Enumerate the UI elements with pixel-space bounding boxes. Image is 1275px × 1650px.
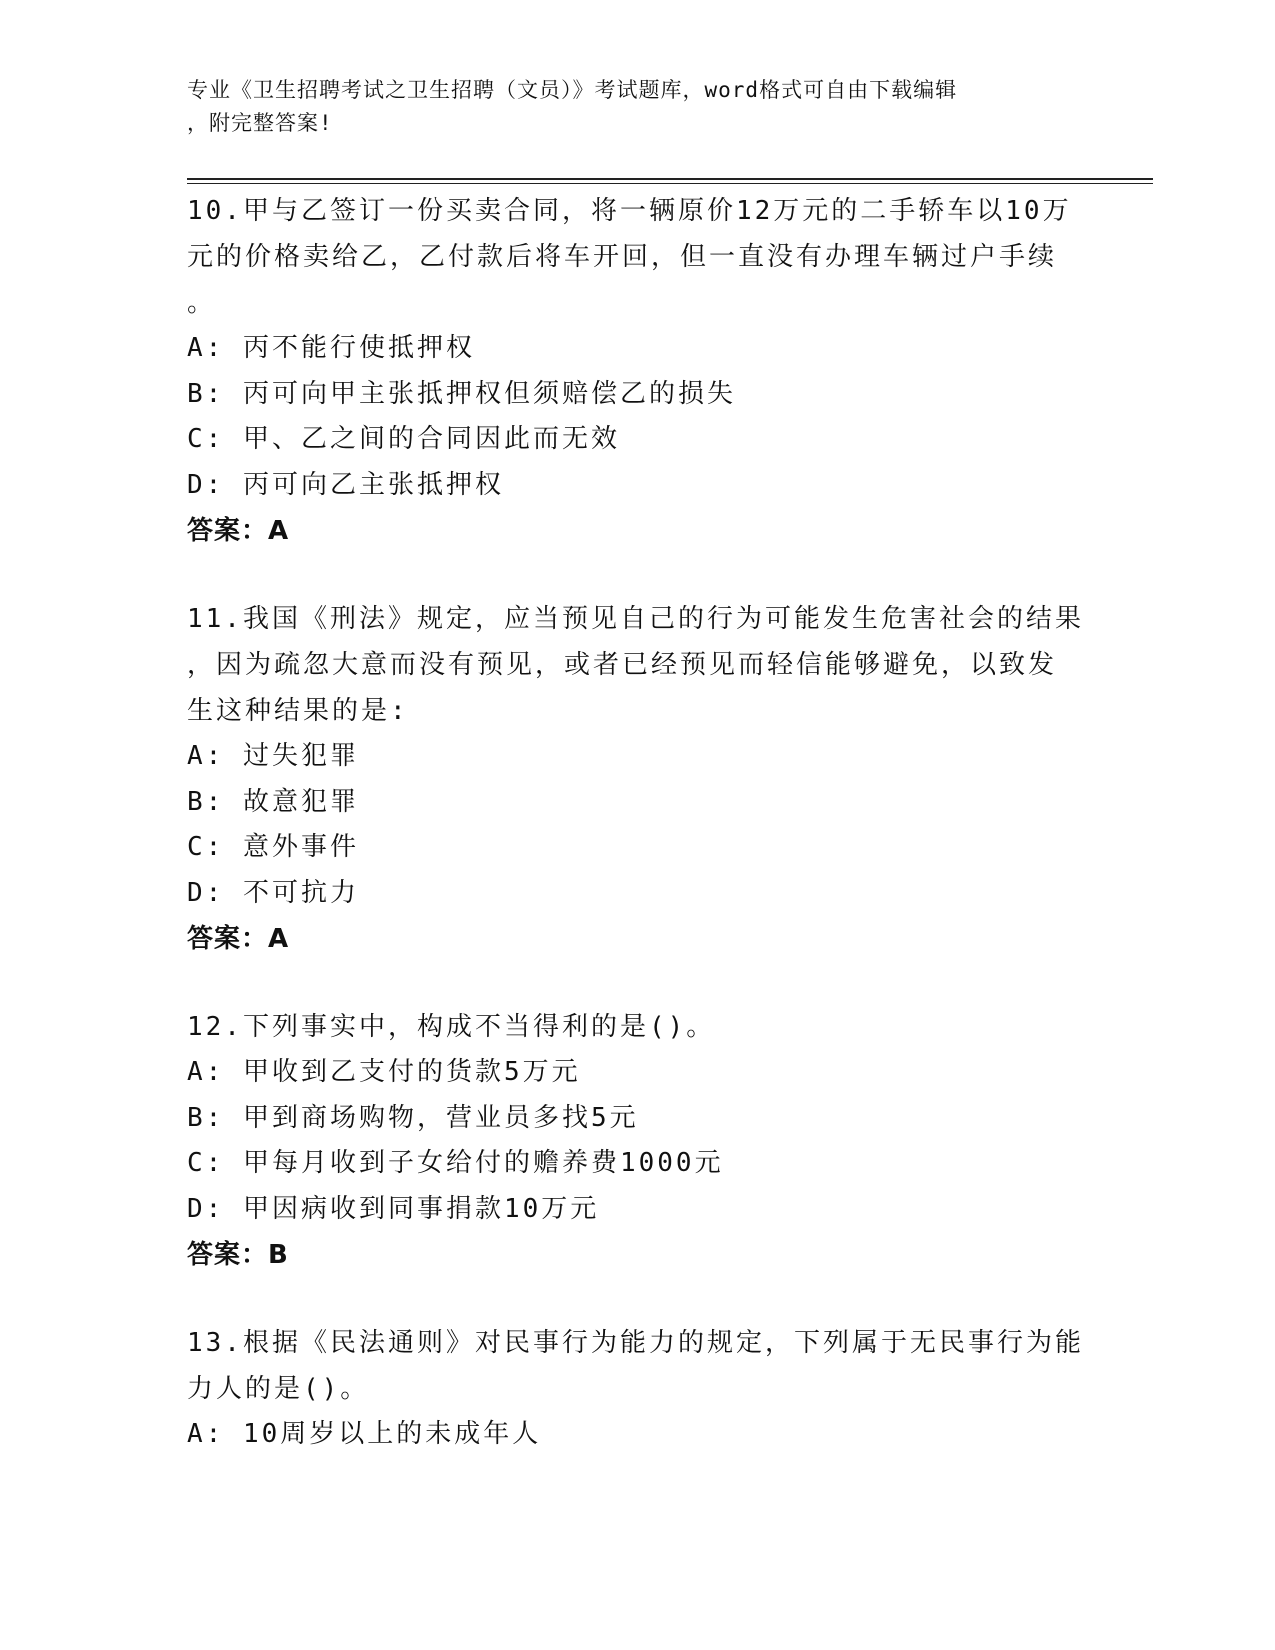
option-a	[187, 1412, 1087, 1458]
answer-key: 答案：A	[187, 516, 290, 546]
option-c	[187, 825, 1087, 871]
option-letter: D:	[187, 469, 225, 500]
question-list	[187, 188, 1087, 1458]
option-letter: B:	[187, 378, 225, 409]
option-letter: D:	[187, 877, 225, 908]
question-text-line: 元的价格卖给乙，乙付款后将车开回，但一直没有办理车辆过户手续	[187, 242, 1058, 272]
option-d	[187, 1187, 1087, 1233]
option-text: 意外事件	[242, 832, 359, 862]
question-12	[187, 1004, 1087, 1278]
option-a	[187, 734, 1087, 780]
question-text-line: 11.我国《刑法》规定，应当预见自己的行为可能发生危害社会的结果	[187, 604, 1084, 634]
question-text-line: 12.下列事实中，构成不当得利的是()。	[187, 1012, 716, 1042]
option-letter: C:	[187, 1148, 225, 1178]
option-letter: C:	[187, 424, 225, 454]
question-spacer	[187, 554, 1087, 596]
question-text-line: ，因为疏忽大意而没有预见，或者已经预见而轻信能够避免，以致发	[187, 650, 1058, 680]
option-b	[187, 1096, 1087, 1142]
option-text: 丙可向乙主张抵押权	[242, 469, 504, 500]
option-d	[187, 871, 1087, 917]
option-text: 不可抗力	[242, 877, 359, 908]
option-letter: A:	[187, 333, 225, 363]
question-spacer	[187, 962, 1087, 1004]
option-text: 甲、乙之间的合同因此而无效	[242, 424, 620, 454]
question-11	[187, 596, 1087, 962]
header-divider-thick	[187, 178, 1153, 180]
option-letter: B:	[187, 786, 225, 817]
option-c	[187, 1141, 1087, 1187]
answer-key: 答案：A	[187, 924, 290, 954]
option-letter: D:	[187, 1193, 225, 1224]
option-letter: A:	[187, 1057, 225, 1087]
option-letter: C:	[187, 832, 225, 862]
question-text-line: 力人的是()。	[187, 1374, 370, 1404]
option-letter: A:	[187, 1419, 225, 1449]
option-letter: B:	[187, 1102, 225, 1133]
header-line-1: 专业《卫生招聘考试之卫生招聘（文员）》考试题库，word格式可自由下载编辑	[187, 78, 958, 102]
option-text: 甲收到乙支付的货款5万元	[242, 1057, 581, 1087]
question-10	[187, 188, 1087, 554]
question-13	[187, 1320, 1087, 1458]
question-text-line: 13.根据《民法通则》对民事行为能力的规定，下列属于无民事行为能	[187, 1328, 1084, 1358]
option-letter: A:	[187, 741, 225, 771]
option-text: 甲到商场购物，营业员多找5元	[242, 1102, 639, 1133]
option-d	[187, 463, 1087, 509]
question-text-line: 10.甲与乙签订一份买卖合同，将一辆原价12万元的二手轿车以10万	[187, 196, 1072, 226]
option-text: 故意犯罪	[242, 786, 359, 817]
option-b	[187, 780, 1087, 826]
option-text: 丙可向甲主张抵押权但须赔偿乙的损失	[242, 378, 736, 409]
option-a	[187, 1050, 1087, 1096]
option-text: 甲每月收到子女给付的赡养费1000元	[242, 1148, 724, 1178]
question-text-line: 生这种结果的是:	[187, 696, 409, 726]
option-a	[187, 326, 1087, 372]
header-line-2: ，附完整答案!	[187, 111, 333, 135]
option-text: 丙不能行使抵押权	[242, 333, 475, 363]
answer-key: 答案：B	[187, 1240, 289, 1270]
option-b	[187, 372, 1087, 418]
question-text-line: 。	[187, 288, 217, 318]
option-text: 甲因病收到同事捐款10万元	[242, 1193, 600, 1224]
question-spacer	[187, 1278, 1087, 1320]
option-text: 过失犯罪	[242, 741, 359, 771]
document-header	[187, 74, 1067, 140]
option-text: 10周岁以上的未成年人	[242, 1419, 542, 1449]
header-divider-thin	[187, 183, 1153, 184]
option-c	[187, 417, 1087, 463]
